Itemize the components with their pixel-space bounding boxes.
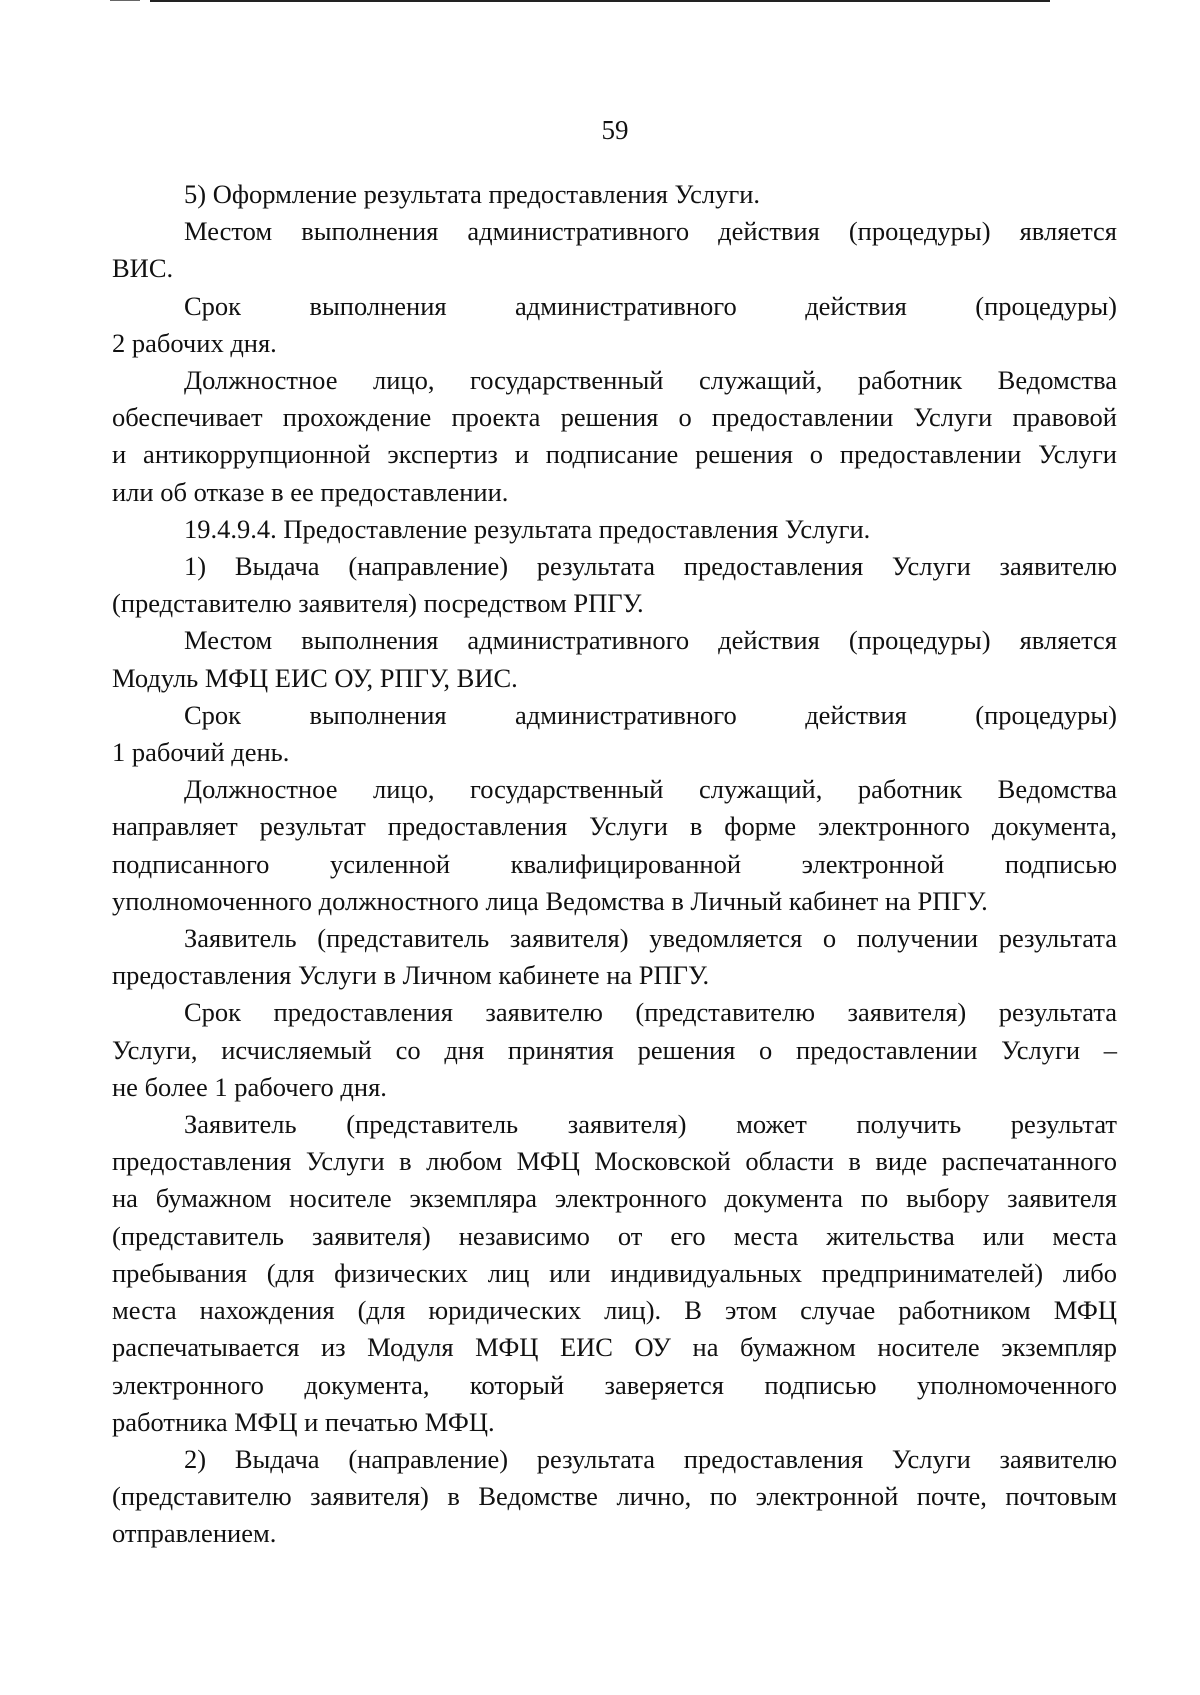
- paragraph: [112, 176, 1117, 213]
- scan-top-edge: [150, 0, 1050, 2]
- text-line: (представителю заявителя) посредством РПГУ.: [112, 588, 644, 619]
- paragraph: [112, 288, 1117, 362]
- paragraph: [112, 697, 1117, 771]
- scan-edge-mark: [110, 0, 140, 1]
- text-line: обеспечивает прохождение проекта решения о предоставлении Услуги правовой: [112, 402, 1117, 433]
- text-line: (представитель заявителя) независимо от его места жительства или места: [112, 1220, 1117, 1251]
- text-line: Модуль МФЦ ЕИС ОУ, РПГУ, ВИС.: [112, 662, 518, 693]
- paragraph: [112, 994, 1117, 1106]
- text-line: 2 рабочих дня.: [112, 327, 277, 358]
- text-line: Срок выполнения административного действия (процедуры): [184, 290, 1117, 321]
- text-line: на бумажном носителе экземпляра электронного документа по выбору заявителя: [112, 1183, 1117, 1214]
- text-line: подписанного усиленной квалифицированной электронной подписью: [112, 848, 1117, 879]
- text-line: предоставления Услуги в Личном кабинете на РПГУ.: [112, 960, 710, 991]
- paragraph: [112, 771, 1117, 920]
- text-line: электронного документа, который заверяется подписью уполномоченного: [112, 1369, 1117, 1400]
- paragraph: [112, 1106, 1117, 1441]
- text-line: Местом выполнения административного действия (процедуры) является: [184, 216, 1117, 247]
- text-line: Срок предоставления заявителю (представителю заявителя) результата: [184, 997, 1117, 1028]
- paragraph: [112, 511, 1117, 548]
- paragraph: [112, 213, 1117, 287]
- text-line: Заявитель (представитель заявителя) уведомляется о получении результата: [184, 923, 1117, 954]
- text-line: 1 рабочий день.: [112, 737, 290, 768]
- text-line: 1) Выдача (направление) результата предоставления Услуги заявителю: [184, 551, 1117, 582]
- text-line: не более 1 рабочего дня.: [112, 1071, 387, 1102]
- text-line: и антикоррупционной экспертиз и подписание решения о предоставлении Услуги: [112, 439, 1117, 470]
- paragraph: [112, 622, 1117, 696]
- text-line: Заявитель (представитель заявителя) может получить результат: [184, 1109, 1117, 1140]
- text-line: отправлением.: [112, 1518, 277, 1549]
- text-line: 5) Оформление результата предоставления Услуги.: [184, 179, 760, 209]
- page-number: 59: [601, 115, 629, 145]
- paragraph: [112, 920, 1117, 994]
- text-line: предоставления Услуги в любом МФЦ Московской области в виде распечатанного: [112, 1146, 1117, 1177]
- text-line: уполномоченного должностного лица Ведомства в Личный кабинет на РПГУ.: [112, 885, 988, 916]
- text-line: (представителю заявителя) в Ведомстве лично, по электронной почте, почтовым: [112, 1481, 1117, 1512]
- text-line: распечатывается из Модуля МФЦ ЕИС ОУ на бумажном носителе экземпляр: [112, 1332, 1117, 1363]
- text-line: 2) Выдача (направление) результата предоставления Услуги заявителю: [184, 1443, 1117, 1474]
- text-line: или об отказе в ее предоставлении.: [112, 476, 509, 507]
- text-line: 19.4.9.4. Предоставление результата предоставления Услуги.: [184, 513, 871, 544]
- text-line: работника МФЦ и печатью МФЦ.: [112, 1406, 495, 1437]
- text-line: Местом выполнения административного действия (процедуры) является: [184, 625, 1117, 656]
- text-line: Срок выполнения административного действия (процедуры): [184, 699, 1117, 730]
- text-line: ВИС.: [112, 253, 174, 284]
- paragraph: [112, 1441, 1117, 1553]
- text-line: Должностное лицо, государственный служащий, работник Ведомства: [184, 774, 1117, 805]
- paragraph: [112, 548, 1117, 622]
- text-line: направляет результат предоставления Услуги в форме электронного документа,: [112, 811, 1117, 842]
- paragraph: [112, 362, 1117, 511]
- text-line: пребывания (для физических лиц или индивидуальных предпринимателей) либо: [112, 1257, 1117, 1288]
- text-line: Услуги, исчисляемый со дня принятия решения о предоставлении Услуги –: [112, 1034, 1117, 1065]
- text-line: места нахождения (для юридических лиц). В этом случае работником МФЦ: [112, 1295, 1117, 1326]
- document-body: [112, 176, 1117, 1553]
- text-line: Должностное лицо, государственный служащий, работник Ведомства: [184, 365, 1117, 396]
